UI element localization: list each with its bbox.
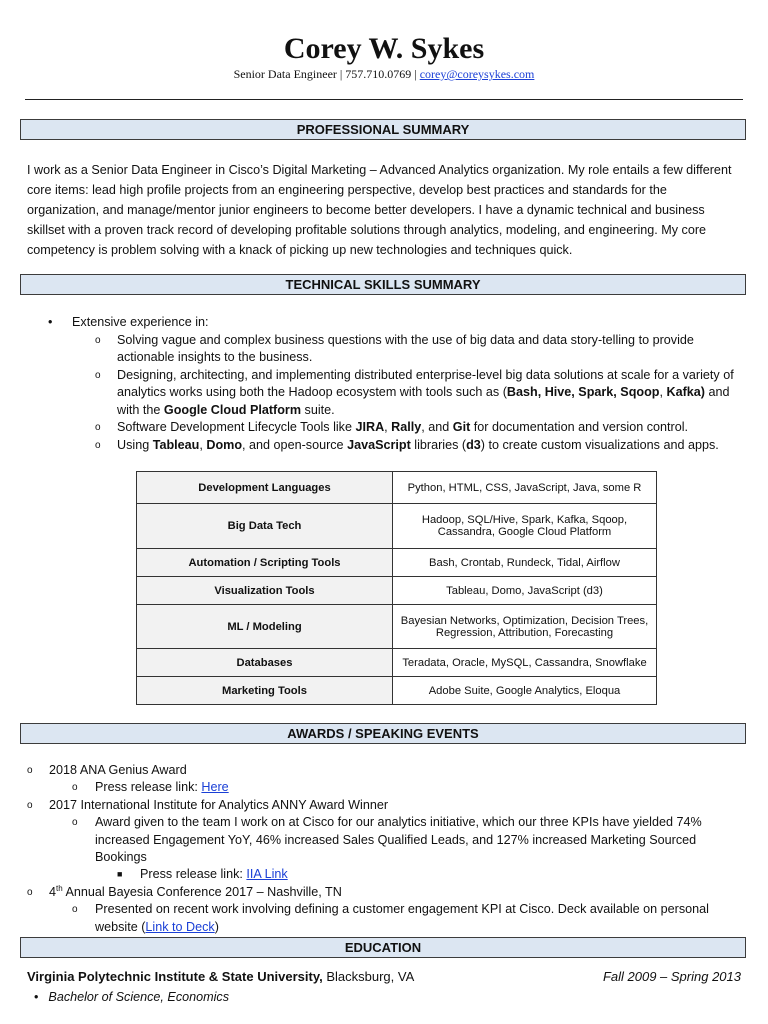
email-link[interactable]: corey@coreysykes.com: [419, 67, 535, 81]
bullet-circle: o: [72, 817, 78, 829]
school-location: Blacksburg, VA: [322, 969, 415, 984]
bullet-dot: •: [34, 990, 39, 1004]
education-entry: [27, 968, 741, 986]
bullet-circle: o: [27, 886, 33, 898]
skill-tools: Bayesian Networks, Optimization, Decision Trees, Regression, Attribution, Forecasting: [393, 605, 657, 649]
table-row: [137, 549, 657, 577]
skills-intro: Extensive experience in:: [72, 315, 209, 329]
separator: |: [414, 67, 420, 81]
award-description: Award given to the team I work on at Cisco for our analytics initiative, which our three KPIs have yielded 74% increased Engagement YoY, 46% increased Sales Qualified Leads, and 127% increased Marketing Sourced Bookings: [95, 815, 702, 865]
skill-tools: Tableau, Domo, JavaScript (d3): [393, 577, 657, 605]
contact-line: [0, 66, 768, 82]
list-item: [0, 437, 768, 455]
phone-number: 757.710.0769: [345, 67, 412, 81]
degree: Bachelor of Science, Economics: [48, 990, 230, 1004]
press-label: Press release link:: [95, 780, 202, 795]
job-title: Senior Data Engineer: [233, 67, 337, 81]
skill-item-text: Designing, architecting, and implementing distributed enterprise-level big data solutions at scale for a variety of analytics works using both the Hadoop ecosystem with tools such as (Bash, Hive, Spark, Sqoop, Kafka) and with the Google Cloud Platform suite.: [117, 367, 734, 417]
section-header-awards: AWARDS / SPEAKING EVENTS: [20, 723, 746, 744]
degree-line: [34, 988, 229, 1006]
list-item: [0, 419, 768, 437]
section-header-skills: TECHNICAL SKILLS SUMMARY: [20, 274, 746, 295]
skill-item-text: Using Tableau, Domo, and open-source JavaScript libraries (d3) to create custom visualizations and apps.: [117, 437, 719, 452]
skill-tools: Adobe Suite, Google Analytics, Eloqua: [393, 677, 657, 705]
list-item: [0, 884, 768, 901]
bullet-circle: o: [95, 369, 101, 381]
skill-tools: Hadoop, SQL/Hive, Spark, Kafka, Sqoop, Cassandra, Google Cloud Platform: [393, 504, 657, 549]
resume-header: [0, 0, 768, 82]
education-dates: Fall 2009 – Spring 2013: [602, 969, 741, 984]
section-header-summary: PROFESSIONAL SUMMARY: [20, 119, 746, 140]
award-description: Presented on recent work involving defining a customer engagement KPI at Cisco. Deck available on personal website (: [95, 902, 709, 934]
bullet-circle: o: [72, 782, 78, 794]
skill-category: Development Languages: [137, 472, 393, 504]
skill-item-text: Solving vague and complex business questions with the use of big data and data story-telling to provide actionable insights to the business.: [117, 332, 694, 364]
skill-tools: Teradata, Oracle, MySQL, Cassandra, Snowflake: [393, 649, 657, 677]
school-name: Virginia Polytechnic Institute & State University,: [27, 969, 323, 984]
list-item: [0, 314, 768, 332]
summary-paragraph: I work as a Senior Data Engineer in Cisco’s Digital Marketing – Advanced Analytics organization. My role entails a few different core items: lead high profile projects from an engineering perspective, develop best practices and standards for the organization, and manage/mentor junior engineers to become better developers. I have a dynamic technical and business skillset with a proven track record of developing profitable solutions through analytics, modeling, and engineering. My core competency is problem solving with a knack of picking up new technologies and techniques quick.: [27, 163, 732, 257]
skill-category: Visualization Tools: [137, 577, 393, 605]
skill-category: Automation / Scripting Tools: [137, 549, 393, 577]
skill-tools: Bash, Crontab, Rundeck, Tidal, Airflow: [393, 549, 657, 577]
deck-link[interactable]: Link to Deck: [145, 919, 215, 934]
table-row: [137, 649, 657, 677]
skill-category: Databases: [137, 649, 393, 677]
bullet-circle: o: [27, 799, 33, 811]
skill-tools: Python, HTML, CSS, JavaScript, Java, some R: [393, 472, 657, 504]
list-item: [0, 866, 768, 883]
bullet-circle: o: [27, 765, 33, 776]
list-item: [0, 762, 768, 779]
bullet-circle: o: [95, 422, 101, 433]
bullet-dot: •: [48, 315, 53, 329]
header-divider: [25, 99, 743, 100]
table-row: [137, 677, 657, 705]
section-header-education: EDUCATION: [20, 937, 746, 958]
list-item: o Presented on recent work involving defining a customer engagement KPI at Cisco. Deck available on personal website (Link to Deck): [72, 902, 709, 934]
award-title: 2018 ANA Genius Award: [49, 763, 187, 777]
skills-list: [0, 314, 768, 454]
iia-link[interactable]: IIA Link: [246, 867, 288, 882]
skill-item-text: Software Development Lifecycle Tools like JIRA, Rally, and Git for documentation and version control.: [117, 420, 689, 434]
press-label: Press release link:: [140, 867, 247, 882]
bullet-circle: o: [72, 904, 78, 916]
press-release-link[interactable]: Here: [201, 780, 229, 795]
list-item: [0, 797, 768, 814]
awards-list: [0, 762, 768, 936]
skills-table: [136, 471, 657, 705]
separator: |: [339, 67, 346, 81]
list-item: [0, 814, 768, 866]
table-row: [137, 472, 657, 504]
skill-category: ML / Modeling: [137, 605, 393, 649]
bullet-circle: o: [95, 334, 101, 346]
candidate-name: Corey W. Sykes: [283, 32, 485, 65]
table-row: [137, 605, 657, 649]
skill-category: Big Data Tech: [137, 504, 393, 549]
skill-category: Marketing Tools: [137, 677, 393, 705]
award-title: 4th Annual Bayesia Conference 2017 – Nashville, TN: [49, 883, 342, 899]
award-title: 2017 International Institute for Analytics ANNY Award Winner: [49, 797, 389, 812]
list-item: [0, 332, 768, 367]
table-row: [137, 577, 657, 605]
list-item: [0, 367, 768, 420]
list-item: [0, 779, 768, 796]
bullet-square: ■: [117, 869, 123, 880]
bullet-circle: o: [95, 439, 101, 451]
table-row: [137, 504, 657, 549]
